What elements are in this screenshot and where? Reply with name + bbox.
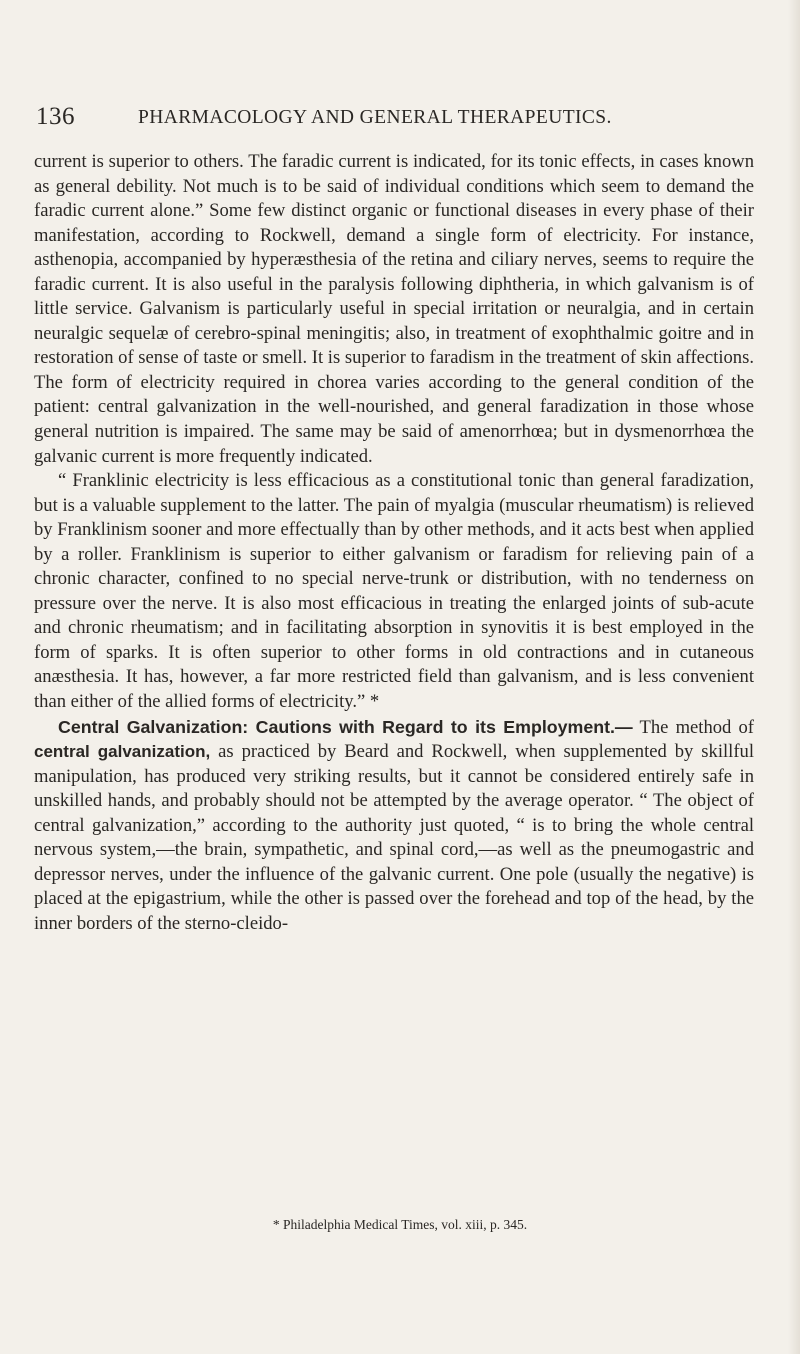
running-title: PHARMACOLOGY AND GENERAL THERAPEUTICS.	[138, 107, 612, 128]
page-header	[36, 103, 756, 133]
footnote: * Philadelphia Medical Times, vol. xiii, p. 345.	[272, 1217, 528, 1232]
paragraph-franklinic-electricity: “ Franklinic electricity is less efficacious as a constitutional tonic than general faradization, but is a valuable supplement to the latter. The pain of myalgia (muscular rheumatism) is relieved by Franklinism sooner and more effectually than by other methods, and it acts best when applied by a roller. Franklinism is superior to either galvanism or faradism for relieving pain of a chronic character, confined to no special nerve-trunk or distribution, with no tenderness on pressure over the nerve. It is also most efficacious in treating the enlarged joints of sub-acute and chronic rheumatism; and in facilitating absorption in synovitis it is best employed in the form of sparks. It is often superior to other forms in old contractions and in cutaneous anæsthesia. It has, however, a far more restricted field than galvanism, and is less convenient than either of the allied forms of electricity.” *	[34, 470, 754, 713]
section-heading: Central Galvanization: Cautions with Regard to its Employment.—	[58, 716, 633, 737]
page-edge-shadow	[788, 0, 800, 1354]
body-text	[34, 150, 754, 937]
paragraph-text: as practiced by Beard and Rockwell, when supplemented by skillful manipulation, has produced very striking results, but it cannot be considered entirely safe in unskilled hands, and probably should not be attempted by the average operator. “ The object of central galvanization,” according to the authority just quoted, “ is to bring the whole central nervous system,—the brain, sympathetic, and spinal cord,—as well as the pneumogastric and depressor nerves, under the influence of the galvanic current. One pole (usually the negative) is placed at the epigastrium, while the other is passed over the forehead and top of the head, by the inner borders of the sterno-cleido-	[34, 741, 754, 934]
paragraph-text: The method of	[639, 716, 754, 738]
bold-term: central galvanization,	[34, 742, 211, 762]
paragraph-faradic-current: current is superior to others. The faradic current is indicated, for its tonic effects, in cases known as general debility. Not much is to be said of individual conditions which seem to demand the faradic current alone.” Some few distinct organic or functional diseases in every phase of their manifestation, according to Rockwell, demand a single form of electricity. For instance, asthenopia, accompanied by hyperæsthesia of the retina and ciliary nerves, seems to require the faradic current. It is also useful in the paralysis following diphtheria, in which galvanism is of little service. Galvanism is particularly useful in special irritation or neuralgia, and in certain neuralgic sequelæ of cerebro-spinal meningitis; also, in treatment of exophthalmic goitre and in restoration of sense of taste or smell. It is superior to faradism in the treatment of skin affections. The form of electricity required in chorea varies according to the general condition of the patient: central galvanization in the well-nourished, and general faradization in those whose general nutrition is impaired. The same may be said of amenorrhœa; but in dysmenorrhœa the galvanic current is more frequently indicated.	[34, 151, 754, 467]
page-number: 136	[36, 103, 75, 130]
paragraph-central-galvanization	[34, 715, 754, 937]
